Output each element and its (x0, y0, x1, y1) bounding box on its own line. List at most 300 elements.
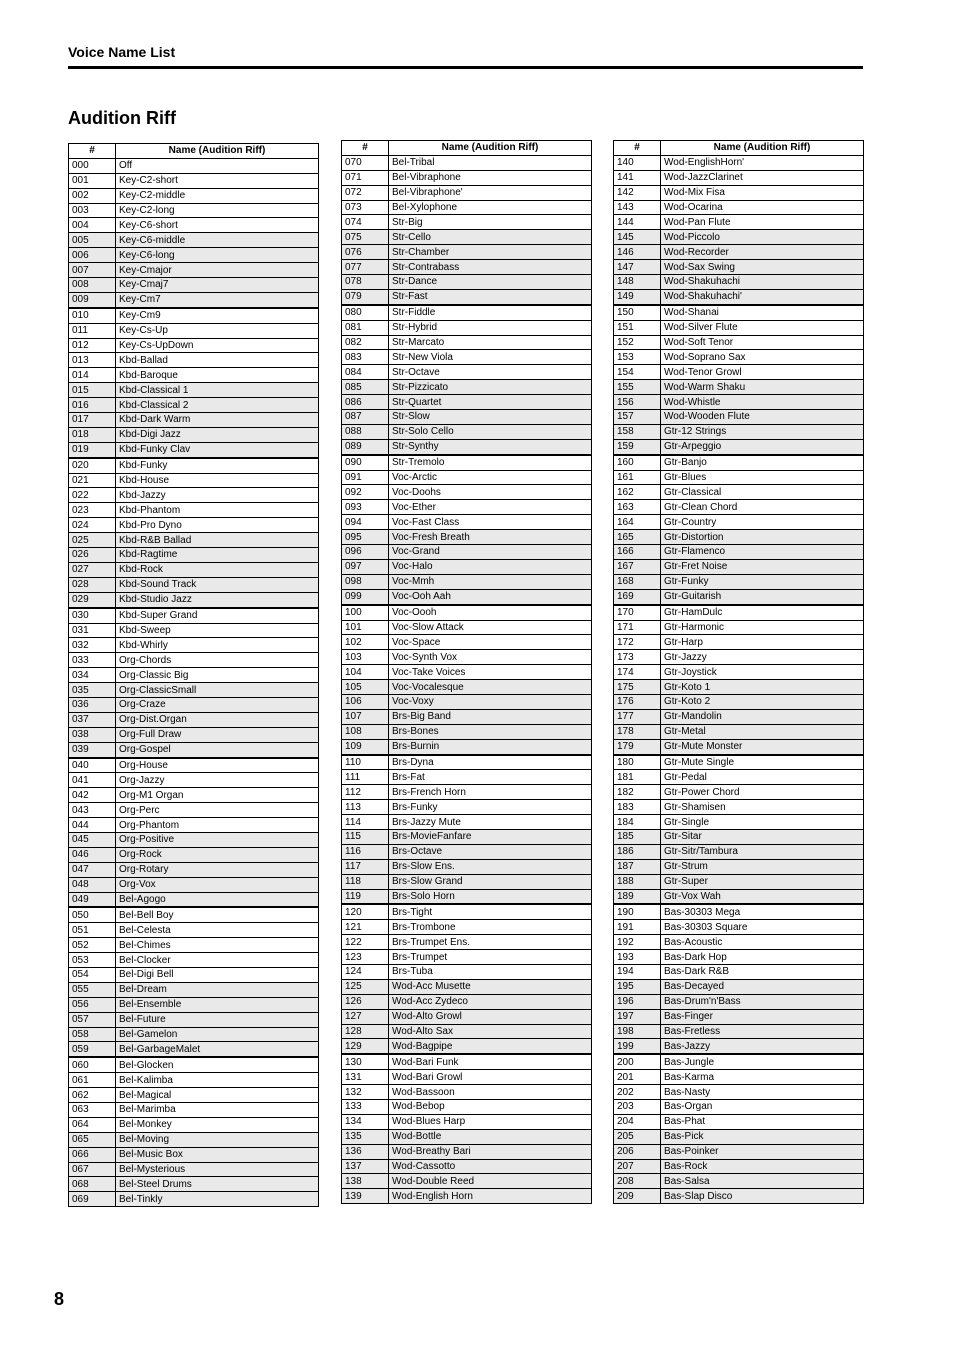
voice-number: 045 (69, 832, 116, 847)
table-row (69, 697, 319, 712)
voice-name: Org-Gospel (116, 742, 319, 757)
voice-name: Bel-Vibraphone' (389, 185, 592, 200)
voice-number: 158 (614, 424, 661, 439)
voice-name: Wod-Breathy Bari (389, 1144, 592, 1159)
voice-name: Gtr-Blues (661, 470, 864, 485)
voice-number: 149 (614, 289, 661, 304)
voice-number: 026 (69, 548, 116, 563)
table-row (342, 1114, 592, 1129)
voice-number: 143 (614, 200, 661, 215)
table-row (614, 1114, 864, 1129)
table-row (342, 964, 592, 979)
voice-number: 126 (342, 994, 389, 1009)
voice-name: Gtr-Classical (661, 485, 864, 500)
table-row (69, 383, 319, 398)
voice-name: Voc-Slow Attack (389, 620, 592, 635)
table-row (614, 1054, 864, 1069)
table-row (69, 953, 319, 968)
voice-number: 082 (342, 335, 389, 350)
voice-name: Wod-EnglishHorn' (661, 155, 864, 170)
voice-number: 204 (614, 1114, 661, 1129)
table-row (69, 458, 319, 473)
voice-name: Bel-Xylophone (389, 200, 592, 215)
voice-number: 167 (614, 559, 661, 574)
voice-name: Voc-Arctic (389, 470, 592, 485)
voice-number: 181 (614, 770, 661, 785)
voice-name: Str-Contrabass (389, 260, 592, 275)
table-row (69, 877, 319, 892)
table-row (614, 920, 864, 935)
voice-number: 144 (614, 215, 661, 230)
table-row (69, 847, 319, 862)
voice-name: Gtr-Power Chord (661, 785, 864, 800)
table-row (614, 275, 864, 290)
table-row (342, 215, 592, 230)
voice-name: Gtr-Pedal (661, 770, 864, 785)
voice-number: 012 (69, 338, 116, 353)
voice-name: Bel-Clocker (116, 953, 319, 968)
voice-name: Wod-Soft Tenor (661, 335, 864, 350)
voice-name: Str-Quartet (389, 395, 592, 410)
voice-number: 159 (614, 439, 661, 454)
table-row (342, 245, 592, 260)
voice-name: Kbd-House (116, 473, 319, 488)
table-row (342, 904, 592, 919)
voice-number: 057 (69, 1012, 116, 1027)
table-row (614, 964, 864, 979)
voice-number: 139 (342, 1189, 389, 1204)
voice-name: Key-C2-long (116, 203, 319, 218)
voice-number: 010 (69, 308, 116, 323)
voice-number: 086 (342, 395, 389, 410)
table-row (614, 200, 864, 215)
voice-number: 050 (69, 907, 116, 922)
table-row (69, 683, 319, 698)
voice-number: 135 (342, 1129, 389, 1144)
voice-name: Bas-Dark Hop (661, 950, 864, 965)
voice-number: 077 (342, 260, 389, 275)
table-row (342, 920, 592, 935)
voice-name: Kbd-Baroque (116, 368, 319, 383)
table-row (614, 589, 864, 604)
table-row (69, 818, 319, 833)
voice-number: 055 (69, 982, 116, 997)
voice-number: 161 (614, 470, 661, 485)
voice-name: Gtr-Banjo (661, 455, 864, 470)
voice-name: Gtr-Jazzy (661, 650, 864, 665)
table-row (342, 994, 592, 1009)
table-row (69, 203, 319, 218)
voice-number: 091 (342, 470, 389, 485)
voice-name: Bel-Future (116, 1012, 319, 1027)
voice-number: 025 (69, 533, 116, 548)
voice-number: 051 (69, 923, 116, 938)
voice-name: Wod-Bagpipe (389, 1039, 592, 1054)
voice-name: Kbd-Sweep (116, 623, 319, 638)
table-row (614, 889, 864, 904)
voice-number: 093 (342, 500, 389, 515)
table-row (342, 694, 592, 709)
voice-name: Wod-Recorder (661, 245, 864, 260)
voice-number: 160 (614, 455, 661, 470)
table-row (342, 320, 592, 335)
table-row (614, 904, 864, 919)
voice-name: Wod-Tenor Growl (661, 365, 864, 380)
voice-name: Bel-Music Box (116, 1147, 319, 1162)
table-row (342, 485, 592, 500)
voice-name: Wod-Warm Shaku (661, 380, 864, 395)
voice-number: 084 (342, 365, 389, 380)
voice-name: Voc-Ether (389, 500, 592, 515)
voice-name: Str-New Viola (389, 350, 592, 365)
header-rule (68, 66, 863, 69)
voice-number: 081 (342, 320, 389, 335)
voice-name: Wod-Sax Swing (661, 260, 864, 275)
voice-name: Kbd-Ragtime (116, 548, 319, 563)
voice-name: Str-Slow (389, 410, 592, 425)
table-row (614, 470, 864, 485)
voice-name: Kbd-Super Grand (116, 608, 319, 623)
voice-number: 052 (69, 938, 116, 953)
voice-number: 209 (614, 1189, 661, 1204)
table-row (69, 1117, 319, 1132)
table-row (69, 982, 319, 997)
voice-number: 019 (69, 442, 116, 457)
table-row (69, 323, 319, 338)
voice-number: 170 (614, 605, 661, 620)
voice-number: 150 (614, 305, 661, 320)
voice-name: Org-Rotary (116, 862, 319, 877)
voice-number: 198 (614, 1024, 661, 1039)
voice-number: 195 (614, 979, 661, 994)
table-row (614, 500, 864, 515)
table-row (614, 709, 864, 724)
voice-number: 108 (342, 724, 389, 739)
table-row (342, 350, 592, 365)
table-row (614, 530, 864, 545)
voice-name: Wod-Whistle (661, 395, 864, 410)
voice-name: Kbd-Ballad (116, 353, 319, 368)
page-number: 8 (54, 1289, 65, 1309)
voice-name: Gtr-Harp (661, 635, 864, 650)
table-row (342, 545, 592, 560)
table-row (614, 680, 864, 695)
voice-name: Gtr-Country (661, 515, 864, 530)
table-row (342, 1085, 592, 1100)
table-row (614, 650, 864, 665)
voice-name: Bel-Dream (116, 982, 319, 997)
voice-number: 147 (614, 260, 661, 275)
voice-number: 138 (342, 1174, 389, 1189)
voice-name: Key-Cs-UpDown (116, 338, 319, 353)
voice-name: Kbd-Digi Jazz (116, 427, 319, 442)
table-row (614, 1100, 864, 1115)
table-row (614, 935, 864, 950)
voice-number: 117 (342, 859, 389, 874)
table-row (342, 800, 592, 815)
voice-number: 186 (614, 844, 661, 859)
table-row (342, 979, 592, 994)
voice-number: 029 (69, 592, 116, 607)
section-title: Audition Riff (68, 108, 176, 128)
table-row (614, 665, 864, 680)
voice-name: Bas-Finger (661, 1009, 864, 1024)
voice-name: Bel-Celesta (116, 923, 319, 938)
voice-number: 098 (342, 574, 389, 589)
table-row (69, 292, 319, 307)
voice-number: 203 (614, 1100, 661, 1115)
voice-number: 180 (614, 755, 661, 770)
table-row (614, 1189, 864, 1204)
voice-name: Bas-Organ (661, 1100, 864, 1115)
table-row (614, 755, 864, 770)
voice-name: Gtr-Koto 2 (661, 694, 864, 709)
table-row (342, 455, 592, 470)
table-row (614, 1009, 864, 1024)
table-row (342, 305, 592, 320)
table-row (614, 289, 864, 304)
voice-number: 156 (614, 395, 661, 410)
voice-number: 177 (614, 709, 661, 724)
voice-name: Key-Cm7 (116, 292, 319, 307)
voice-name: Gtr-Mute Monster (661, 739, 864, 754)
voice-number: 151 (614, 320, 661, 335)
voice-number: 099 (342, 589, 389, 604)
table-row (69, 727, 319, 742)
voice-name: Wod-Double Reed (389, 1174, 592, 1189)
voice-name: Voc-Synth Vox (389, 650, 592, 665)
voice-name: Str-Octave (389, 365, 592, 380)
voice-number: 174 (614, 665, 661, 680)
voice-name: Wod-JazzClarinet (661, 170, 864, 185)
table-row (69, 473, 319, 488)
table-row (614, 994, 864, 1009)
voice-number: 134 (342, 1114, 389, 1129)
voice-name: Voc-Ooh Aah (389, 589, 592, 604)
table-row (342, 770, 592, 785)
voice-name: Key-Cmajor (116, 263, 319, 278)
voice-number: 036 (69, 697, 116, 712)
table-row (342, 620, 592, 635)
voice-name: Bas-Fretless (661, 1024, 864, 1039)
voice-number: 133 (342, 1100, 389, 1115)
voice-number: 031 (69, 623, 116, 638)
voice-name: Brs-Tight (389, 904, 592, 919)
table-row (614, 260, 864, 275)
voice-name: Voc-Oooh (389, 605, 592, 620)
table-row (342, 844, 592, 859)
voice-number: 030 (69, 608, 116, 623)
voice-number: 065 (69, 1132, 116, 1147)
voice-name: Bas-30303 Mega (661, 904, 864, 919)
voice-name: Wod-English Horn (389, 1189, 592, 1204)
table-row (614, 800, 864, 815)
voice-name: Bas-Pick (661, 1129, 864, 1144)
table-row (69, 967, 319, 982)
voice-name: Str-Cello (389, 230, 592, 245)
voice-name: Org-Full Draw (116, 727, 319, 742)
table-row (342, 650, 592, 665)
voice-name: Kbd-Rock (116, 562, 319, 577)
voice-name: Gtr-Shamisen (661, 800, 864, 815)
voice-number: 153 (614, 350, 661, 365)
table-row (342, 470, 592, 485)
table-row (69, 562, 319, 577)
voice-name: Wod-Acc Musette (389, 979, 592, 994)
table-row (69, 923, 319, 938)
table-row (342, 185, 592, 200)
table-row (614, 155, 864, 170)
voice-name: Org-M1 Organ (116, 788, 319, 803)
voice-number: 113 (342, 800, 389, 815)
voice-name: Brs-Dyna (389, 755, 592, 770)
table-row (69, 1147, 319, 1162)
voice-number: 058 (69, 1027, 116, 1042)
voice-name: Bas-Acoustic (661, 935, 864, 950)
voice-number: 164 (614, 515, 661, 530)
voice-number: 090 (342, 455, 389, 470)
table-row (342, 935, 592, 950)
voice-number: 006 (69, 248, 116, 263)
voice-number: 000 (69, 158, 116, 173)
voice-number: 064 (69, 1117, 116, 1132)
voice-number: 046 (69, 847, 116, 862)
table-row (69, 1012, 319, 1027)
table-row (614, 1129, 864, 1144)
table-row (69, 248, 319, 263)
voice-name: Bas-Phat (661, 1114, 864, 1129)
voice-number: 096 (342, 545, 389, 560)
voice-name: Bel-Glocken (116, 1057, 319, 1072)
table-row (342, 574, 592, 589)
voice-name: Gtr-Metal (661, 724, 864, 739)
voice-name: Bel-Mysterious (116, 1162, 319, 1177)
table-row (614, 305, 864, 320)
voice-number: 020 (69, 458, 116, 473)
table-row (69, 938, 319, 953)
voice-name: Wod-Acc Zydeco (389, 994, 592, 1009)
table-row (69, 233, 319, 248)
table-row (342, 1159, 592, 1174)
table-row (342, 335, 592, 350)
voice-name: Bel-Vibraphone (389, 170, 592, 185)
voice-number: 179 (614, 739, 661, 754)
table-row (342, 424, 592, 439)
voice-name: Voc-Take Voices (389, 665, 592, 680)
voice-name: Brs-Jazzy Mute (389, 815, 592, 830)
table-row (69, 862, 319, 877)
voice-number: 127 (342, 1009, 389, 1024)
table-row (342, 724, 592, 739)
table-row (614, 455, 864, 470)
voice-name: Bas-Decayed (661, 979, 864, 994)
voice-number: 094 (342, 515, 389, 530)
voice-name: Gtr-Arpeggio (661, 439, 864, 454)
table-row (69, 907, 319, 922)
table-row (69, 608, 319, 623)
voice-number: 165 (614, 530, 661, 545)
voice-number: 184 (614, 815, 661, 830)
voice-name: Str-Big (389, 215, 592, 230)
voice-number: 041 (69, 773, 116, 788)
voice-name: Org-Jazzy (116, 773, 319, 788)
table-row (342, 410, 592, 425)
voice-name: Gtr-Joystick (661, 665, 864, 680)
table-row (342, 395, 592, 410)
voice-number: 194 (614, 964, 661, 979)
voice-name: Bel-Tribal (389, 155, 592, 170)
voice-name: Wod-Bari Growl (389, 1070, 592, 1085)
voice-number: 066 (69, 1147, 116, 1162)
voice-number: 043 (69, 803, 116, 818)
table-row (69, 263, 319, 278)
table-row (342, 874, 592, 889)
table-row (69, 668, 319, 683)
voice-name: Str-Hybrid (389, 320, 592, 335)
table-row (69, 623, 319, 638)
table-row (614, 1144, 864, 1159)
voice-name: Voc-Mmh (389, 574, 592, 589)
voice-name: Kbd-Dark Warm (116, 413, 319, 428)
table-row (69, 997, 319, 1012)
table-row (342, 1009, 592, 1024)
voice-number: 100 (342, 605, 389, 620)
table-row (69, 1177, 319, 1192)
voice-name: Brs-Slow Grand (389, 874, 592, 889)
voice-name: Brs-Solo Horn (389, 889, 592, 904)
voice-name: Wod-Alto Growl (389, 1009, 592, 1024)
voice-name: Bas-Karma (661, 1070, 864, 1085)
voice-name: Bel-Chimes (116, 938, 319, 953)
voice-number: 007 (69, 263, 116, 278)
voice-number: 173 (614, 650, 661, 665)
table-row (342, 559, 592, 574)
voice-number: 123 (342, 950, 389, 965)
voice-name: Bas-Rock (661, 1159, 864, 1174)
voice-number: 119 (342, 889, 389, 904)
table-row (69, 803, 319, 818)
voice-name: Brs-Octave (389, 844, 592, 859)
voice-number: 129 (342, 1039, 389, 1054)
voice-number: 072 (342, 185, 389, 200)
voice-name: Wod-Shakuhachi (661, 275, 864, 290)
voice-name: Brs-Trumpet (389, 950, 592, 965)
voice-name: Str-Fast (389, 289, 592, 304)
voice-name: Kbd-Whirly (116, 638, 319, 653)
voice-number: 145 (614, 230, 661, 245)
voice-number: 053 (69, 953, 116, 968)
table-row (614, 545, 864, 560)
voice-number: 183 (614, 800, 661, 815)
voice-name: Wod-Cassotto (389, 1159, 592, 1174)
table-row (342, 1024, 592, 1039)
voice-number: 067 (69, 1162, 116, 1177)
voice-name: Org-Classic Big (116, 668, 319, 683)
voice-name: Key-C6-middle (116, 233, 319, 248)
voice-number: 016 (69, 398, 116, 413)
voice-number: 192 (614, 935, 661, 950)
voice-name: Org-Phantom (116, 818, 319, 833)
voice-number: 162 (614, 485, 661, 500)
voice-name: Gtr-Harmonic (661, 620, 864, 635)
voice-number: 193 (614, 950, 661, 965)
voice-name: Wod-Bassoon (389, 1085, 592, 1100)
voice-name: Org-Positive (116, 832, 319, 847)
voice-name: Gtr-HamDulc (661, 605, 864, 620)
voice-number: 002 (69, 188, 116, 203)
voice-number: 092 (342, 485, 389, 500)
table-row (342, 1189, 592, 1204)
